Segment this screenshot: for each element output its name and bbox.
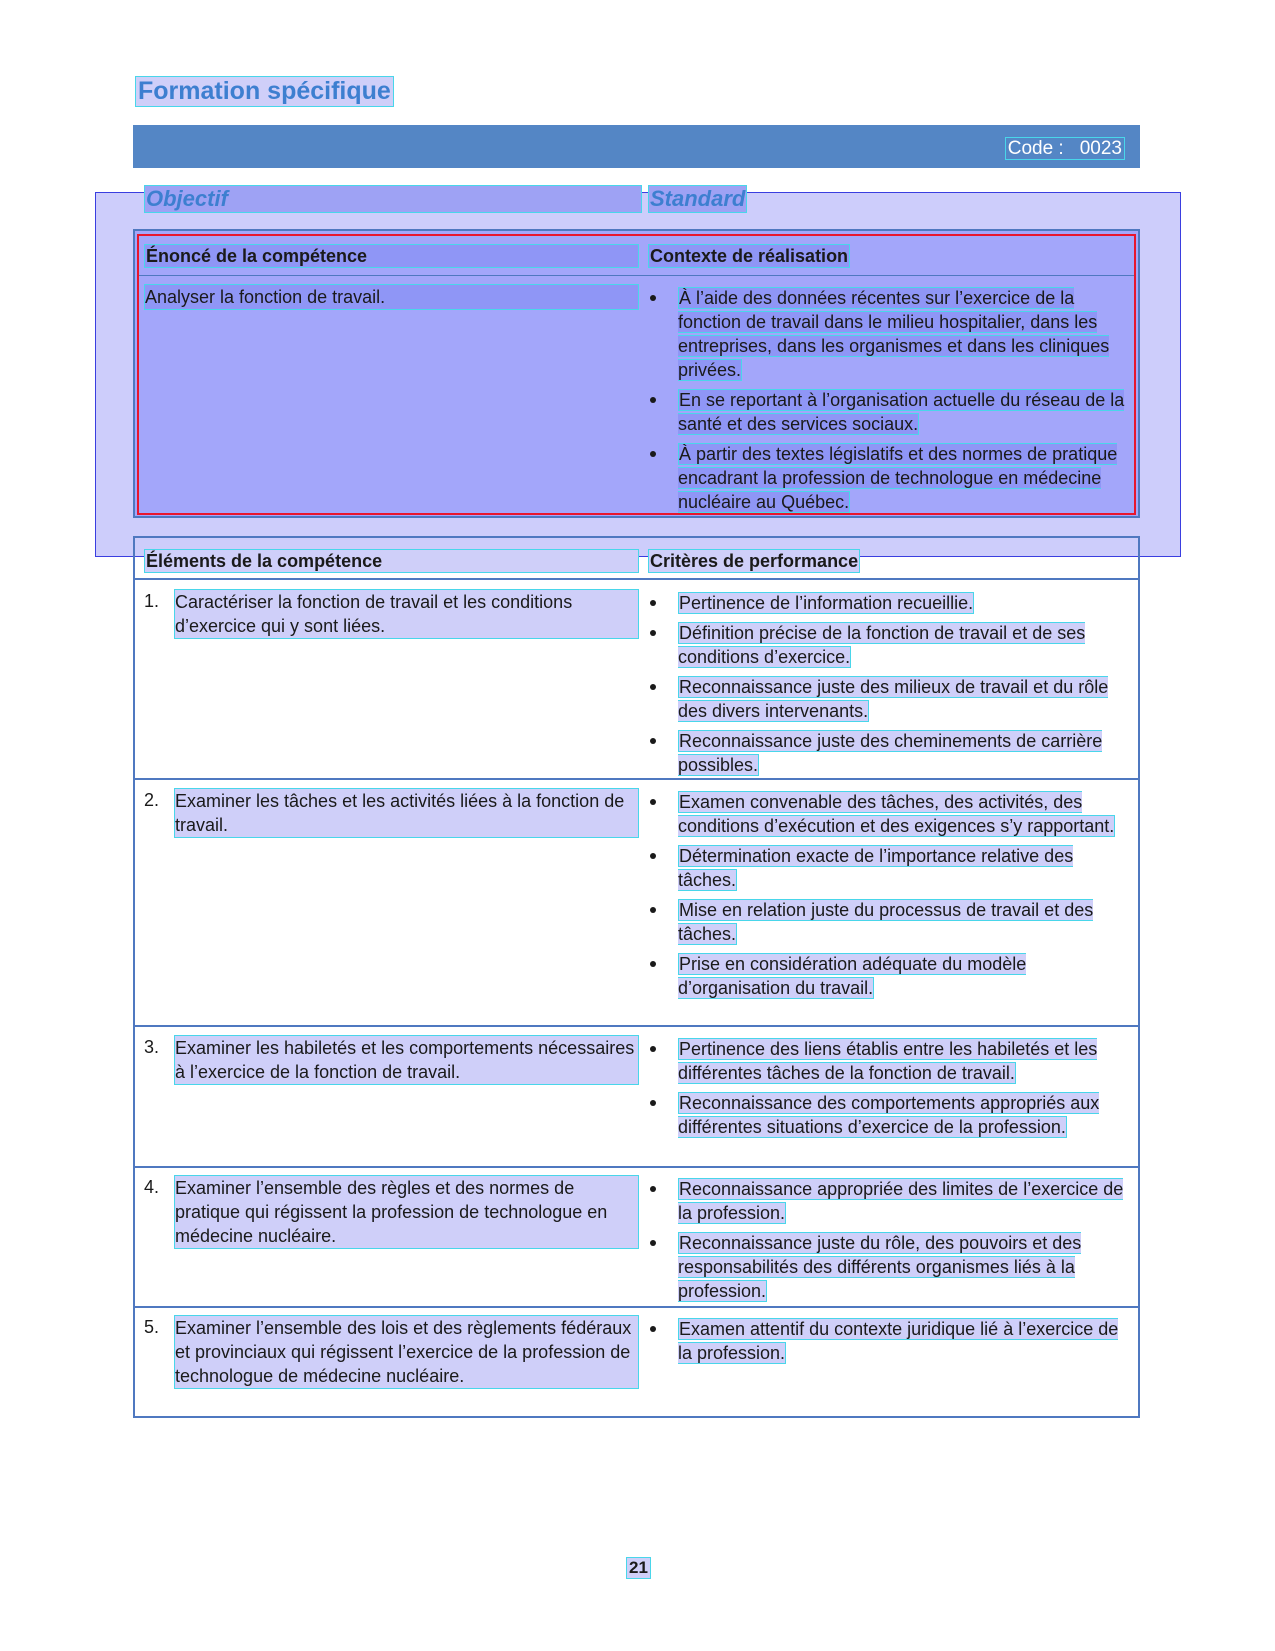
element-number: 3. [144,1037,160,1057]
element-number: 4. [144,1177,160,1197]
element-text: Examiner les tâches et les activités liées à la fonction de travail. [174,788,639,838]
competence-col1-header: Énoncé de la compétence [144,244,639,268]
competence-table-divider [139,275,1134,276]
heading-objectif: Objectif [144,185,642,213]
code-label-text: Code : [1007,138,1064,159]
competence-statement [144,284,639,310]
context-item [648,286,1128,382]
criteria-item: Mise en relation juste du processus de travail et des tâches. [648,898,1128,946]
element-number: 1. [144,591,160,611]
elements-col1-header: Éléments de la compétence [144,549,639,573]
code-value: 0023 [1079,138,1122,159]
criteria-item: Reconnaissance appropriée des limites de l’exercice de la profession. [648,1177,1128,1225]
criteria-item: Pertinence de l’information recueillie. [648,591,1128,615]
page-number: 21 [626,1557,651,1579]
criteria-item: Pertinence des liens établis entre les habiletés et les différentes tâches de la fonction de travail. [648,1037,1128,1085]
element-row [144,788,639,838]
criteria-item: Prise en considération adéquate du modèle d’organisation du travail. [648,952,1128,1000]
element-row [144,1315,639,1389]
criteria-list [648,1037,1128,1139]
element-number: 2. [144,790,160,810]
element-text: Examiner l’ensemble des règles et des normes de pratique qui régissent la profession de technologue en médecine nucléaire. [174,1175,639,1249]
criteria-item: Détermination exacte de l’importance relative des tâches. [648,844,1128,892]
row-divider [135,1166,1138,1168]
code-bar [133,125,1140,168]
row-divider [135,778,1138,780]
competence-statement-text: Analyser la fonction de travail. [144,284,639,310]
context-item-text: À partir des textes législatifs et des normes de pratique encadrant la profession de technologue en médecine nucléaire au Québec. [678,444,1118,512]
criteria-item: Examen convenable des tâches, des activités, des conditions d’exécution et des exigences s’y rapportant. [648,790,1128,838]
element-text: Examiner l’ensemble des lois et des règlements fédéraux et provinciaux qui régissent l’exercice de la profession de technologue de médecine nucléaire. [174,1315,639,1389]
code-label [1005,137,1125,160]
context-list [648,286,1128,514]
element-row [144,1035,639,1085]
competence-col2-header: Contexte de réalisation [650,246,849,266]
element-text: Examiner les habiletés et les comportements nécessaires à l’exercice de la fonction de travail. [174,1035,639,1085]
element-number: 5. [144,1317,160,1337]
row-divider [135,1025,1138,1027]
elements-col2-header: Critères de performance [650,551,859,571]
criteria-item: Définition précise de la fonction de travail et de ses conditions d’exercice. [648,621,1128,669]
criteria-item: Examen attentif du contexte juridique lié à l’exercice de la profession. [648,1317,1128,1365]
criteria-list [648,790,1128,1000]
criteria-item: Reconnaissance des comportements appropriés aux différentes situations d’exercice de la profession. [648,1091,1128,1139]
context-item-text: En se reportant à l’organisation actuelle du réseau de la santé et des services sociaux. [678,390,1125,434]
row-divider [135,1306,1138,1308]
criteria-list [648,591,1128,777]
criteria-item: Reconnaissance juste du rôle, des pouvoirs et des responsabilités des différents organismes liés à la profession. [648,1231,1128,1303]
criteria-list [648,1177,1128,1303]
context-item [648,388,1128,436]
context-item [648,442,1128,514]
criteria-list [648,1317,1128,1365]
elements-header-divider [135,578,1138,580]
context-item-text: À l’aide des données récentes sur l’exercice de la fonction de travail dans le milieu hospitalier, dans les entreprises, dans les organismes et dans les cliniques privées. [678,288,1110,380]
element-text: Caractériser la fonction de travail et les conditions d’exercice qui y sont liées. [174,589,639,639]
page-title: Formation spécifique [135,76,394,107]
heading-standard: Standard [650,186,746,211]
element-row [144,589,639,639]
element-row [144,1175,639,1249]
criteria-item: Reconnaissance juste des cheminements de carrière possibles. [648,729,1128,777]
criteria-item: Reconnaissance juste des milieux de travail et du rôle des divers intervenants. [648,675,1128,723]
